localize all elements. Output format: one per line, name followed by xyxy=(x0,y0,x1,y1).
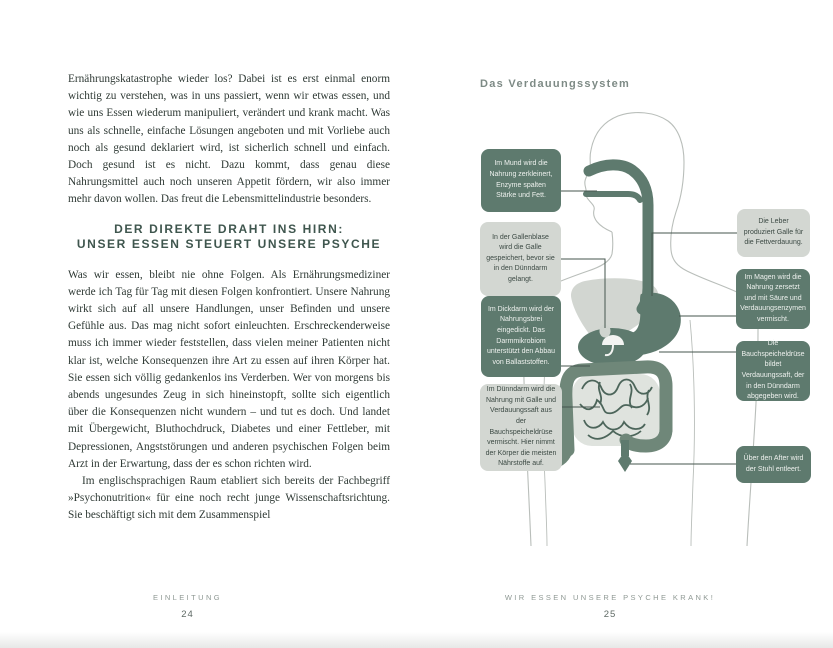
connector-lines xyxy=(560,191,737,464)
label-anus: Über den After wird der Stuhl entleert. xyxy=(736,446,811,483)
umbrella-icon xyxy=(602,335,624,355)
body-paragraph: Im englischsprachigen Raum etabliert sich bereits der Fachbegriff »Psychonutrition« für eine noch recht junge Wissenschaftsrichtung. Sie beschäftigt sich mit dem Zusammenspiel xyxy=(68,475,390,522)
left-page-text-column xyxy=(68,71,390,525)
section-heading-line2: UNSER ESSEN STEUERT UNSERE PSYCHE xyxy=(76,237,382,252)
esophagus-shape xyxy=(586,165,648,309)
label-colon: Im Dickdarm wird der Nahrungsbrei eingedickt. Das Darmmikrobiom unterstützt den Abbau von Ballaststoffen. xyxy=(481,296,561,377)
section-heading xyxy=(68,222,390,253)
section-heading-line1: DER DIREKTE DRAHT INS HIRN: xyxy=(114,221,344,236)
label-stomach: Im Magen wird die Nahrung zersetzt und mit Säure und Verdauungsenzymen vermischt. xyxy=(736,269,810,329)
running-header-right: WIR ESSEN UNSERE PSYCHE KRANK! xyxy=(504,593,716,602)
label-liver: Die Leber produziert Galle für die Fettverdauung. xyxy=(737,209,810,257)
left-page-footer xyxy=(60,593,315,620)
pancreas-shape xyxy=(578,328,646,366)
gallbladder-shape xyxy=(600,325,611,338)
rectum-shape xyxy=(618,440,632,472)
body-paragraph: Ernährungskatastrophe wieder los? Dabei ist es erst einmal enorm wichtig zu verstehen, was in uns passiert, wenn wir etwas essen, und wie uns Essen wiederum manipuliert, verändert und krank macht. Was uns als schnelle, einfache Lösungen angeboten und mit Vorliebe auch noch als gesund deklariert wird, ist sicherlich schnell und einfach. Doch gesund ist es nicht. Dazu kommt, dass genau diese Nahrungsmittel auch noch unseren Appetit fördern, wir also immer mehr davon wollen. Das freut die Lebensmittelindustrie besonders. xyxy=(68,73,390,206)
colon-shape xyxy=(556,367,666,463)
page-number-right: 25 xyxy=(603,609,617,620)
small-intestine-loops-icon xyxy=(580,380,652,439)
label-mouth: Im Mund wird die Nahrung zerkleinert, Enzyme spalten Stärke und Fett. xyxy=(481,149,561,212)
liver-shape xyxy=(571,278,658,341)
body-paragraph: Was wir essen, bleibt nie ohne Folgen. Als Ernährungsmediziner werde ich Tag für Tag mit diesen Folgen konfrontiert. Unsere Nahrung wirkt sich auf all unsere Handlungen, unser Befinden und unsere Gefühle aus. Das mag nicht sofort einleuchten. Erschreckenderweise muss ich immer wieder feststellen, dass vielen meiner Patienten nicht klar ist, welche Konsequenzen ihre Art zu essen auf ihren Körper hat. Sie essen sich völlig gedankenlos ins Verderben. Wer von morgens bis abends ungesundes Zeug in sich hineinstopft, sollte sich eigentlich über die Konsequenzen nicht wundern – und tut es doch. Und landet mit Übergewicht, Bluthochdruck, Diabetes und einer Fettleber, mit Depressionen, Angststörungen und anderen psychischen Folgen beim Arzt in der Erwartung, dass der es schon richten wird. xyxy=(68,268,390,470)
small-intestine-shape xyxy=(572,374,660,446)
label-pancreas: Die Bauchspeicheldrüse bildet Verdauungssaft, der in den Dünndarm abgegeben wird. xyxy=(736,341,810,401)
running-header-left: EINLEITUNG xyxy=(152,593,222,602)
right-page-footer xyxy=(480,593,740,620)
stomach-shape xyxy=(599,293,681,357)
label-gallbladder: In der Gallenblase wird die Galle gespeichert, bevor sie in den Dünndarm gelangt. xyxy=(480,222,561,296)
page-number-left: 24 xyxy=(181,609,194,620)
label-small-intestine: Im Dünndarm wird die Nahrung mit Galle und Verdauungssaft aus der Bauchspeicheldrüse vermischt. Hier nimmt der Körper die meisten Nährstoffe auf. xyxy=(480,384,562,471)
diagram-title: Das Verdauungssystem xyxy=(480,78,631,90)
